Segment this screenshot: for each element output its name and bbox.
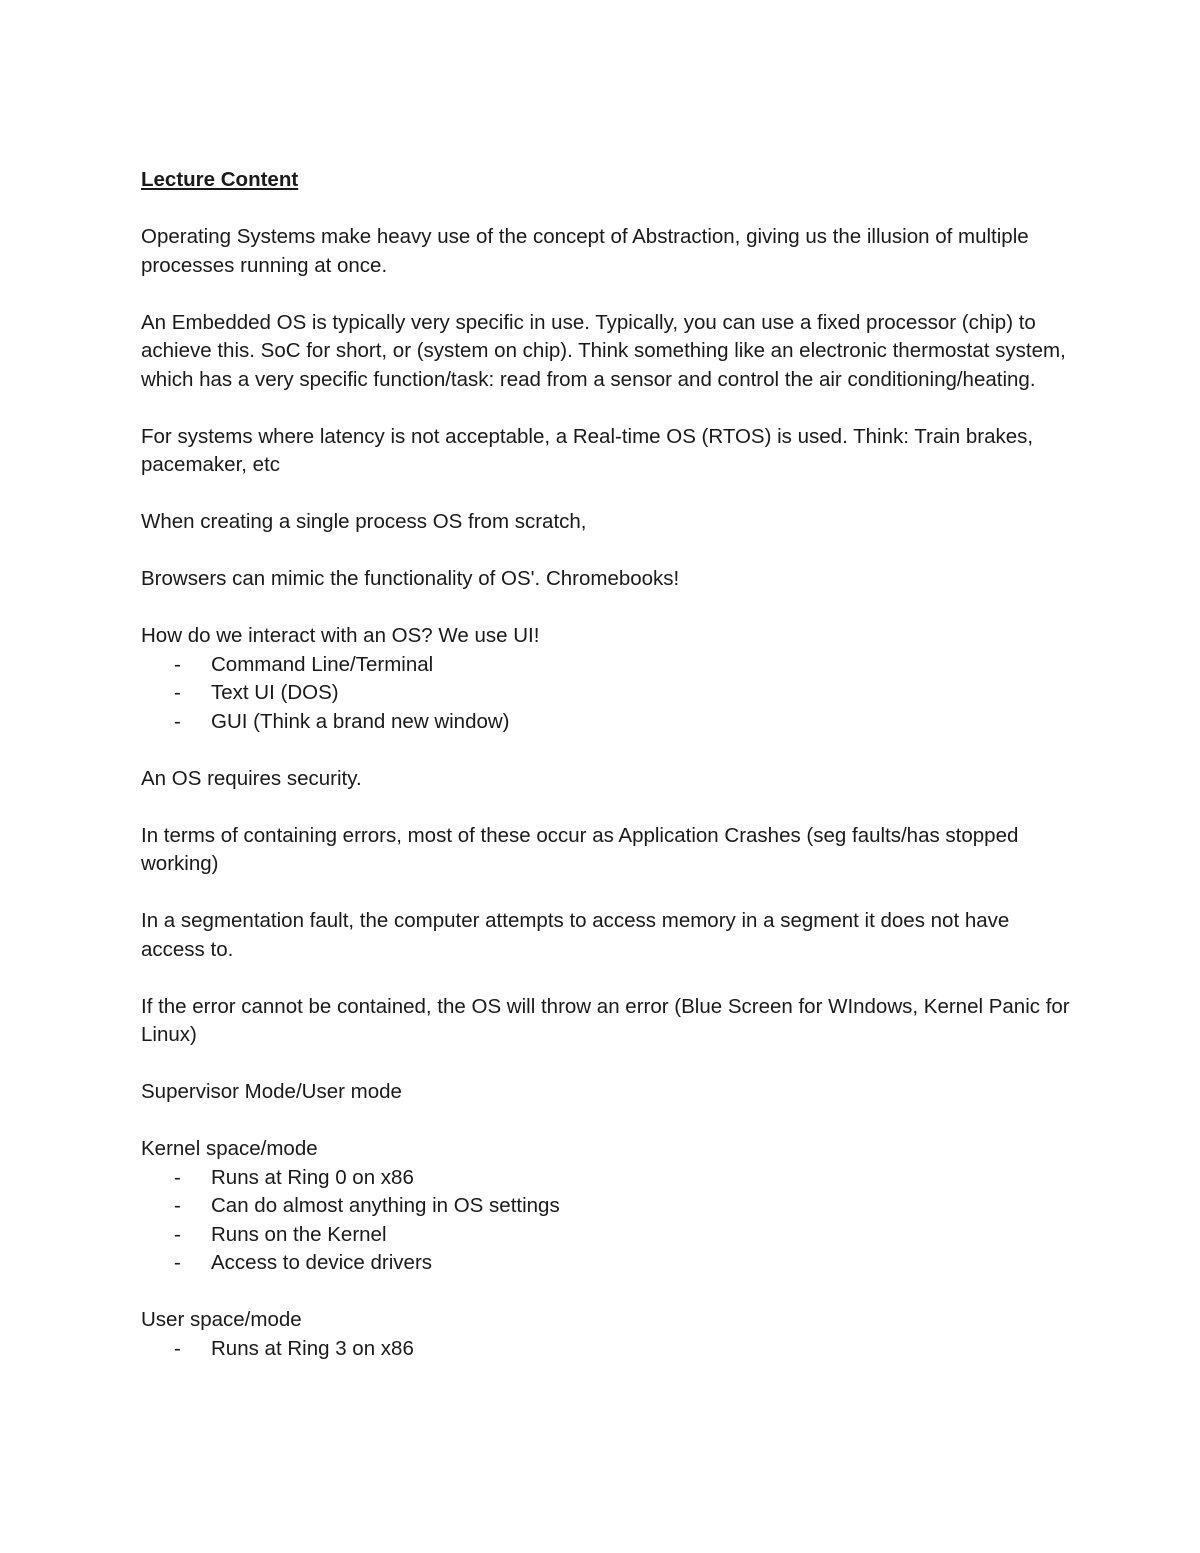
document-page	[141, 166, 1071, 1392]
paragraph-kernel-space: Kernel space/mode	[141, 1137, 318, 1160]
document-heading: Lecture Content	[141, 168, 299, 191]
list-item: - Access to device drivers	[141, 1249, 1071, 1278]
paragraph-error-contained: If the error cannot be contained, the OS will throw an error (Blue Screen for WIndows, Kernel Panic for Linux)	[141, 994, 1070, 1046]
list-item: - Text UI (DOS)	[141, 679, 1071, 708]
list-item: - GUI (Think a brand new window)	[141, 708, 1071, 737]
user-list	[141, 1335, 1071, 1364]
paragraph-security: An OS requires security.	[141, 766, 362, 790]
paragraph-single-process: When creating a single process OS from scratch,	[141, 510, 587, 533]
paragraph-ui-intro: How do we interact with an OS? We use UI!	[141, 624, 540, 647]
list-item: - Runs at Ring 0 on x86	[141, 1164, 1071, 1193]
list-item: - Runs on the Kernel	[141, 1221, 1071, 1250]
paragraph-browsers: Browsers can mimic the functionality of OS'. Chromebooks!	[141, 567, 680, 590]
ui-list	[141, 651, 1071, 737]
paragraph-containing-errors: In terms of containing errors, most of these occur as Application Crashes (seg faults/has stopped working)	[141, 823, 1019, 875]
paragraph-rtos: For systems where latency is not acceptable, a Real-time OS (RTOS) is used. Think: Train brakes, pacemaker, etc	[141, 424, 1034, 476]
paragraph-abstraction: Operating Systems make heavy use of the concept of Abstraction, giving us the illusion of multiple processes running at once.	[141, 225, 1029, 277]
list-item: - Command Line/Terminal	[141, 651, 1071, 680]
kernel-list	[141, 1164, 1071, 1278]
paragraph-embedded-os: An Embedded OS is typically very specific in use. Typically, you can use a fixed processor (chip) to achieve this. SoC for short, or (system on chip). Think something like an electronic thermostat system, which has a very specific function/task: read from a sensor and control the air conditioning/heating.	[141, 310, 1066, 391]
paragraph-user-space: User space/mode	[141, 1308, 302, 1331]
list-item: - Can do almost anything in OS settings	[141, 1192, 1071, 1221]
paragraph-segfault: In a segmentation fault, the computer attempts to access memory in a segment it does not have access to.	[141, 909, 1010, 961]
paragraph-supervisor-mode: Supervisor Mode/User mode	[141, 1080, 402, 1103]
list-item: - Runs at Ring 3 on x86	[141, 1335, 1071, 1364]
